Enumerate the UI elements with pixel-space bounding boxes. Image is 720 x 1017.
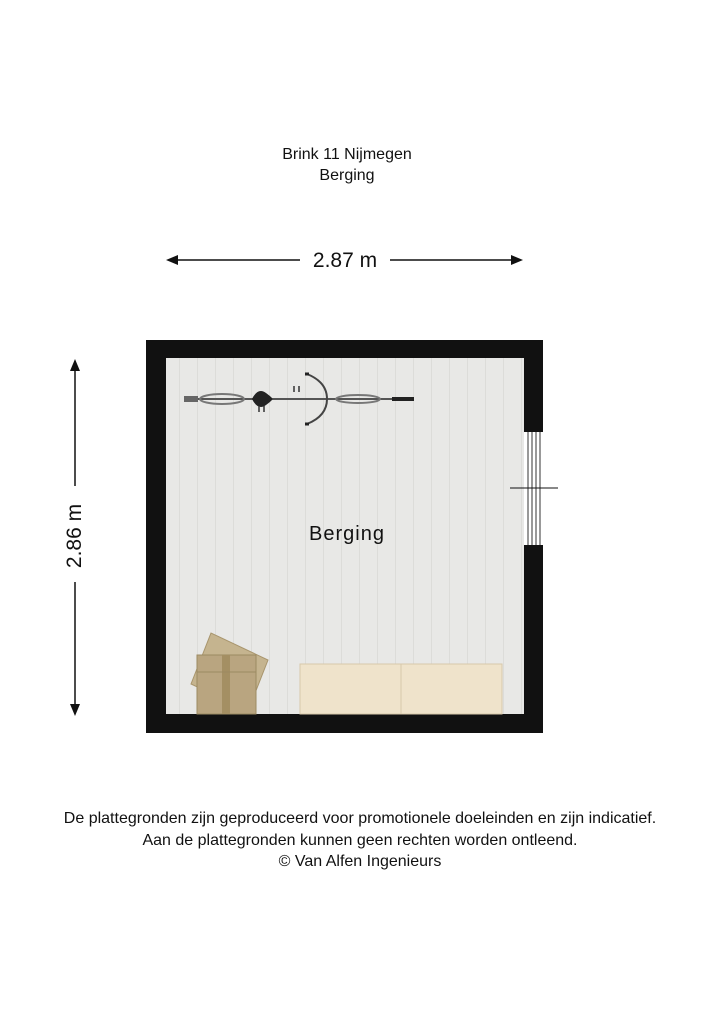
arrow-right-icon [511, 255, 523, 265]
width-dimension-label: 2.87 m [304, 247, 386, 275]
arrow-down-icon [70, 704, 80, 716]
arrow-up-icon [70, 359, 80, 371]
address-title: Brink 11 Nijmegen [282, 146, 412, 163]
floor-title: Berging [319, 167, 375, 184]
arrow-left-icon [166, 255, 178, 265]
shelf [300, 664, 502, 714]
height-dimension-label: 2.86 m [63, 503, 86, 569]
copyright-notice: © Van Alfen Ingenieurs [278, 853, 442, 870]
disclaimer-line-2: Aan de plattegronden kunnen geen rechten worden ontleend. [142, 832, 578, 849]
room-label: Berging [309, 523, 385, 545]
disclaimer-line-1: De plattegronden zijn geproduceerd voor promotionele doeleinden en zijn indicatief. [63, 810, 657, 827]
